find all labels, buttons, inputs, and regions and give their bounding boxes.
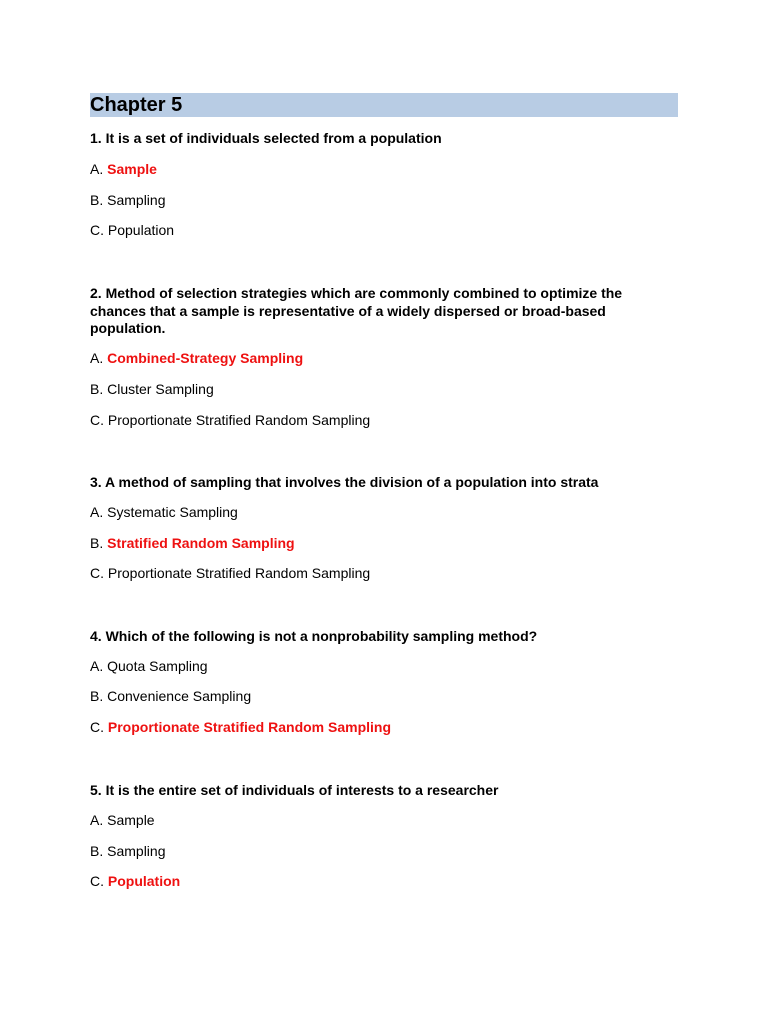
correct-answer: Population: [107, 873, 181, 889]
question-2-text: 2. Method of selection strategies which are commonly combined to optimize the chances that a sample is representative of a widely dispersed or broad-based population.: [90, 285, 623, 336]
option-letter: C.: [90, 719, 108, 735]
option-letter: A.: [90, 161, 108, 177]
question-3-text: 3. A method of sampling that involves the division of a population into strata: [90, 474, 599, 490]
question-3: [90, 474, 678, 492]
document-page: [90, 93, 678, 117]
option-letter: B.: [90, 843, 108, 859]
option-letter: C.: [90, 222, 108, 238]
option-text: Proportionate Stratified Random Sampling: [107, 412, 371, 428]
option-text: Sampling: [107, 192, 166, 208]
q5-option-a: [90, 812, 678, 829]
option-letter: B.: [90, 688, 108, 704]
question-2: [90, 285, 678, 338]
chapter-title: Chapter 5: [90, 93, 678, 117]
option-letter: C.: [90, 412, 108, 428]
option-text: Sampling: [107, 843, 166, 859]
correct-answer: Combined-Strategy Sampling: [107, 350, 304, 366]
option-letter: A.: [90, 504, 108, 520]
option-letter: A.: [90, 658, 108, 674]
option-text: Population: [107, 222, 175, 238]
option-letter: B.: [90, 381, 108, 397]
correct-answer: Stratified Random Sampling: [107, 535, 295, 551]
question-5: [90, 782, 678, 800]
q3-option-a: [90, 504, 678, 521]
correct-answer: Proportionate Stratified Random Sampling: [107, 719, 392, 735]
option-letter: A.: [90, 812, 108, 828]
q1-option-a: [90, 161, 678, 178]
q2-option-c: [90, 412, 678, 429]
q4-option-c: [90, 719, 678, 736]
q4-option-b: [90, 688, 678, 705]
q3-option-c: [90, 565, 678, 582]
question-1: [90, 130, 678, 148]
q1-option-c: [90, 222, 678, 239]
option-letter: B.: [90, 192, 108, 208]
q3-option-b: [90, 535, 678, 552]
question-1-text: 1. It is a set of individuals selected from a population: [90, 130, 442, 146]
option-letter: C.: [90, 565, 108, 581]
q2-option-a: [90, 350, 678, 367]
q2-option-b: [90, 381, 678, 398]
option-text: Quota Sampling: [107, 658, 208, 674]
correct-answer: Sample: [107, 161, 157, 177]
q1-option-b: [90, 192, 678, 209]
option-letter: C.: [90, 873, 108, 889]
option-letter: B.: [90, 535, 108, 551]
question-5-text: 5. It is the entire set of individuals of interests to a researcher: [90, 782, 499, 798]
option-text: Cluster Sampling: [107, 381, 214, 397]
option-text: Sample: [107, 812, 155, 828]
q5-option-c: [90, 873, 678, 890]
option-text: Convenience Sampling: [107, 688, 252, 704]
question-4: [90, 628, 678, 646]
question-4-text: 4. Which of the following is not a nonprobability sampling method?: [90, 628, 538, 644]
q4-option-a: [90, 658, 678, 675]
option-text: Systematic Sampling: [107, 504, 238, 520]
q5-option-b: [90, 843, 678, 860]
option-letter: A.: [90, 350, 108, 366]
option-text: Proportionate Stratified Random Sampling: [107, 565, 371, 581]
